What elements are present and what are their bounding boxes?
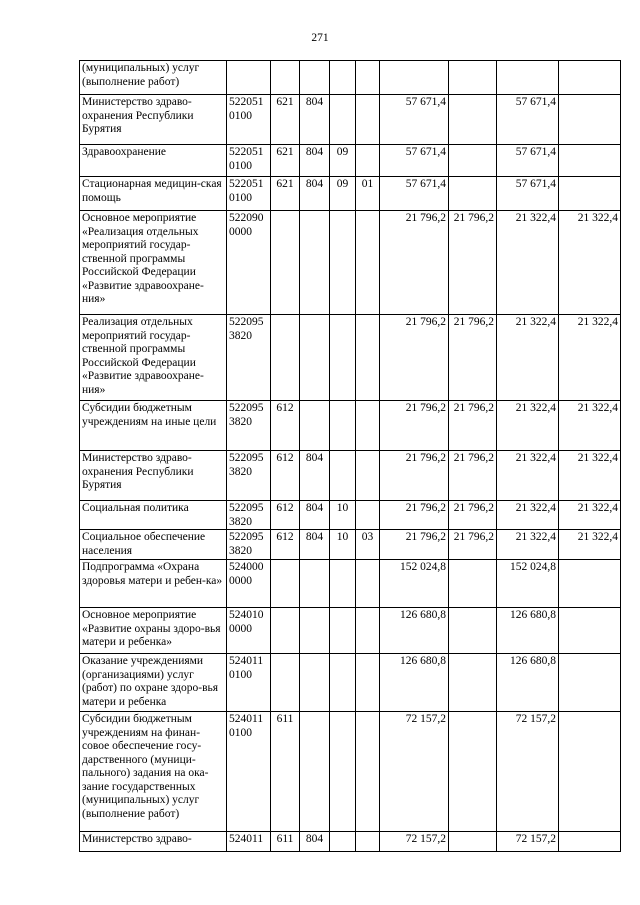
row-value-1: 57 671,4	[380, 95, 449, 145]
row-rz	[330, 451, 356, 501]
row-value-3: 21 322,4	[497, 211, 559, 315]
row-pr	[356, 61, 380, 95]
row-value-4	[559, 61, 621, 95]
row-name: Стационарная медицин-ская помощь	[80, 177, 227, 211]
row-vr: 621	[271, 177, 300, 211]
row-value-4	[559, 832, 621, 852]
row-pr	[356, 654, 380, 712]
row-value-4	[559, 145, 621, 177]
row-value-2	[449, 712, 497, 832]
row-pr: 03	[356, 530, 380, 560]
row-grbs: 804	[300, 177, 330, 211]
row-csr: 524011 0100	[227, 712, 271, 832]
row-value-4	[559, 560, 621, 608]
table-body	[80, 61, 621, 852]
row-value-2	[449, 95, 497, 145]
row-pr	[356, 560, 380, 608]
row-grbs	[300, 61, 330, 95]
row-value-1: 72 157,2	[380, 832, 449, 852]
table-row	[80, 832, 621, 852]
row-value-3: 21 322,4	[497, 315, 559, 401]
row-csr: 524011 0100	[227, 654, 271, 712]
row-grbs: 804	[300, 530, 330, 560]
row-grbs	[300, 401, 330, 451]
row-value-4: 21 322,4	[559, 315, 621, 401]
table-row	[80, 95, 621, 145]
row-value-3: 21 322,4	[497, 501, 559, 530]
row-value-2: 21 796,2	[449, 401, 497, 451]
row-rz	[330, 95, 356, 145]
row-value-3: 21 322,4	[497, 530, 559, 560]
row-name: Реализация отдельных мероприятий государ-ственной программы Российской Федерации «Развитие здравоохране-ния»	[80, 315, 227, 401]
budget-table	[79, 60, 621, 852]
row-rz: 10	[330, 501, 356, 530]
row-vr	[271, 315, 300, 401]
row-vr: 612	[271, 451, 300, 501]
row-vr: 611	[271, 712, 300, 832]
row-name: Министерство здраво-охранения Республики Бурятия	[80, 95, 227, 145]
table-row	[80, 654, 621, 712]
row-csr: 522051 0100	[227, 145, 271, 177]
row-pr: 01	[356, 177, 380, 211]
row-csr	[227, 61, 271, 95]
row-rz	[330, 401, 356, 451]
row-name: (муниципальных) услуг (выполнение работ)	[80, 61, 227, 95]
row-grbs	[300, 560, 330, 608]
table-row	[80, 501, 621, 530]
row-pr	[356, 401, 380, 451]
row-csr: 522095 3820	[227, 501, 271, 530]
row-csr: 524010 0000	[227, 608, 271, 654]
table-row	[80, 401, 621, 451]
row-value-3: 57 671,4	[497, 177, 559, 211]
row-name: Основное мероприятие «Реализация отдельных мероприятий государ-ственной программы Российской Федерации «Развитие здравоохране-ния»	[80, 211, 227, 315]
row-vr	[271, 608, 300, 654]
row-name: Социальное обеспечение населения	[80, 530, 227, 560]
row-value-1: 126 680,8	[380, 654, 449, 712]
row-value-3: 57 671,4	[497, 145, 559, 177]
row-value-4	[559, 654, 621, 712]
row-value-3	[497, 61, 559, 95]
row-value-4: 21 322,4	[559, 401, 621, 451]
row-value-2: 21 796,2	[449, 451, 497, 501]
row-rz	[330, 61, 356, 95]
row-pr	[356, 501, 380, 530]
row-name: Субсидии бюджетным учреждениям на финан-совое обеспечение госу-дарственного (муници-пального) задания на ока-зание государственных (муниципальных) услуг (выполнение работ)	[80, 712, 227, 832]
row-name: Субсидии бюджетным учреждениям на иные цели	[80, 401, 227, 451]
row-value-4: 21 322,4	[559, 501, 621, 530]
row-value-1: 21 796,2	[380, 211, 449, 315]
row-value-3: 21 322,4	[497, 451, 559, 501]
row-csr: 522095 3820	[227, 530, 271, 560]
row-pr	[356, 712, 380, 832]
row-rz	[330, 211, 356, 315]
row-value-4	[559, 95, 621, 145]
row-name: Оказание учреждениями (организациями) услуг (работ) по охране здоро-вья матери и ребенка	[80, 654, 227, 712]
row-grbs	[300, 654, 330, 712]
row-value-2: 21 796,2	[449, 530, 497, 560]
row-name: Социальная политика	[80, 501, 227, 530]
row-value-1: 21 796,2	[380, 315, 449, 401]
row-value-4	[559, 712, 621, 832]
row-csr: 522051 0100	[227, 177, 271, 211]
table-row	[80, 530, 621, 560]
row-value-3: 152 024,8	[497, 560, 559, 608]
row-value-1: 21 796,2	[380, 451, 449, 501]
row-vr	[271, 61, 300, 95]
table-row	[80, 451, 621, 501]
row-grbs	[300, 315, 330, 401]
row-rz: 09	[330, 145, 356, 177]
row-pr	[356, 315, 380, 401]
row-value-3: 57 671,4	[497, 95, 559, 145]
table-row	[80, 177, 621, 211]
row-pr	[356, 145, 380, 177]
row-value-2	[449, 608, 497, 654]
row-rz: 09	[330, 177, 356, 211]
table-row	[80, 61, 621, 95]
table-row	[80, 211, 621, 315]
row-vr: 611	[271, 832, 300, 852]
row-value-1: 21 796,2	[380, 401, 449, 451]
row-value-2: 21 796,2	[449, 501, 497, 530]
row-value-4: 21 322,4	[559, 211, 621, 315]
table-row	[80, 145, 621, 177]
page-number: 271	[311, 32, 329, 44]
row-vr: 612	[271, 501, 300, 530]
row-rz	[330, 654, 356, 712]
row-csr: 522095 3820	[227, 451, 271, 501]
row-grbs	[300, 211, 330, 315]
row-value-2	[449, 832, 497, 852]
row-grbs: 804	[300, 501, 330, 530]
row-value-3: 126 680,8	[497, 654, 559, 712]
row-value-1: 57 671,4	[380, 145, 449, 177]
row-pr	[356, 451, 380, 501]
row-rz	[330, 608, 356, 654]
table-row	[80, 560, 621, 608]
row-name: Подпрограмма «Охрана здоровья матери и ребен-ка»	[80, 560, 227, 608]
row-grbs: 804	[300, 145, 330, 177]
row-value-3: 72 157,2	[497, 832, 559, 852]
row-value-1: 21 796,2	[380, 530, 449, 560]
row-csr: 522090 0000	[227, 211, 271, 315]
row-name: Здравоохранение	[80, 145, 227, 177]
row-value-2	[449, 177, 497, 211]
row-csr: 524000 0000	[227, 560, 271, 608]
row-vr	[271, 654, 300, 712]
row-rz	[330, 560, 356, 608]
row-value-4	[559, 608, 621, 654]
row-rz	[330, 832, 356, 852]
row-csr: 524011	[227, 832, 271, 852]
row-value-2	[449, 654, 497, 712]
row-pr	[356, 211, 380, 315]
row-vr	[271, 211, 300, 315]
row-vr: 621	[271, 145, 300, 177]
row-rz	[330, 315, 356, 401]
row-value-4: 21 322,4	[559, 530, 621, 560]
row-value-1: 72 157,2	[380, 712, 449, 832]
row-grbs: 804	[300, 95, 330, 145]
table-row	[80, 315, 621, 401]
row-value-4: 21 322,4	[559, 451, 621, 501]
row-vr: 621	[271, 95, 300, 145]
row-value-1: 57 671,4	[380, 177, 449, 211]
row-value-1	[380, 61, 449, 95]
row-value-2	[449, 61, 497, 95]
row-pr	[356, 608, 380, 654]
row-value-1: 126 680,8	[380, 608, 449, 654]
row-csr: 522051 0100	[227, 95, 271, 145]
row-value-3: 126 680,8	[497, 608, 559, 654]
row-vr: 612	[271, 401, 300, 451]
row-vr	[271, 560, 300, 608]
row-grbs: 804	[300, 832, 330, 852]
row-name: Министерство здраво-	[80, 832, 227, 852]
row-value-2: 21 796,2	[449, 211, 497, 315]
row-value-2: 21 796,2	[449, 315, 497, 401]
table-row	[80, 608, 621, 654]
row-value-1: 152 024,8	[380, 560, 449, 608]
row-csr: 522095 3820	[227, 401, 271, 451]
row-grbs	[300, 712, 330, 832]
row-name: Основное мероприятие «Развитие охраны здоро-вья матери и ребенка»	[80, 608, 227, 654]
row-value-3: 21 322,4	[497, 401, 559, 451]
row-grbs: 804	[300, 451, 330, 501]
row-rz	[330, 712, 356, 832]
row-value-2	[449, 145, 497, 177]
row-pr	[356, 832, 380, 852]
table-row	[80, 712, 621, 832]
row-value-1: 21 796,2	[380, 501, 449, 530]
row-value-3: 72 157,2	[497, 712, 559, 832]
row-rz: 10	[330, 530, 356, 560]
row-value-2	[449, 560, 497, 608]
row-name: Министерство здраво-охранения Республики Бурятия	[80, 451, 227, 501]
row-vr: 612	[271, 530, 300, 560]
row-pr	[356, 95, 380, 145]
row-value-4	[559, 177, 621, 211]
row-grbs	[300, 608, 330, 654]
row-csr: 522095 3820	[227, 315, 271, 401]
